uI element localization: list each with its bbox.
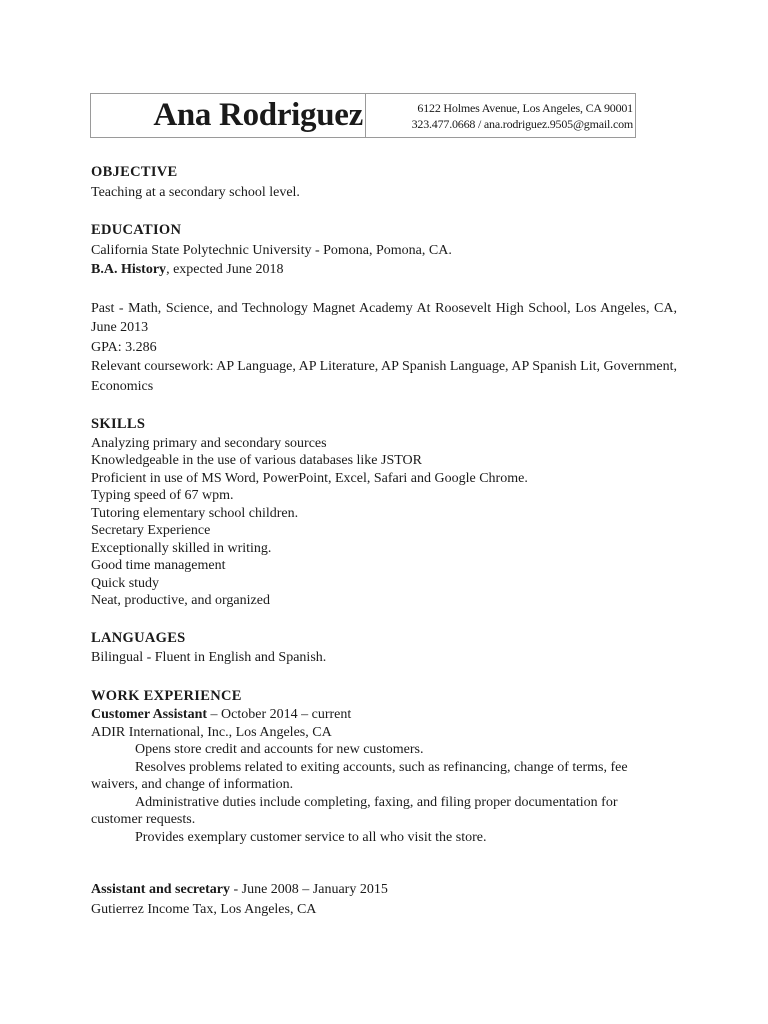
job-company: Gutierrez Income Tax, Los Angeles, CA (91, 901, 317, 917)
job-duty: Provides exemplary customer service to all who visit the store. (135, 829, 487, 845)
languages-text: Bilingual - Fluent in English and Spanish. (91, 650, 327, 665)
job-company: ADIR International, Inc., Los Angeles, CA (91, 724, 332, 740)
candidate-name: Ana Rodriguez (153, 97, 363, 133)
education-past: Past - Math, Science, and Technology Magnet Academy At Roosevelt High School, Los Angeles, CA, June 2013 (91, 300, 677, 335)
skill-item: Analyzing primary and secondary sources (91, 435, 327, 451)
job-duty: Administrative duties include completing, faxing, and filing proper documentation for (135, 794, 618, 810)
skill-item: Typing speed of 67 wpm. (91, 488, 234, 503)
degree-name: B.A. History (91, 262, 167, 277)
education-school: California State Polytechnic University - Pomona, Pomona, CA. (91, 242, 452, 258)
contact-cell (366, 94, 635, 137)
resume-header (90, 93, 636, 138)
skill-item: Good time management (91, 558, 226, 573)
degree-date: , expected June 2018 (166, 262, 284, 277)
job-title-line (91, 706, 677, 724)
job-duty: Resolves problems related to exiting accounts, such as refinancing, change of terms, fee (135, 759, 628, 775)
education-coursework: Relevant coursework: AP Language, AP Literature, AP Spanish Language, AP Spanish Lit, Government, Economics (91, 359, 677, 394)
job-duty-continued: waivers, and change of information. (91, 777, 294, 792)
languages-heading: LANGUAGES (91, 629, 186, 646)
address-line: 6122 Holmes Avenue, Los Angeles, CA 90001 (417, 100, 633, 115)
work-heading: WORK EXPERIENCE (91, 687, 242, 704)
job-dates: – October 2014 – current (207, 707, 352, 722)
job-duty-continued: customer requests. (91, 812, 196, 827)
skill-item: Secretary Experience (91, 523, 211, 538)
job-entry (91, 880, 677, 919)
contact-line: 323.477.0668 / ana.rodriguez.9505@gmail.com (411, 116, 633, 131)
education-heading: EDUCATION (91, 222, 182, 238)
skill-item: Quick study (91, 575, 160, 591)
skill-item: Exceptionally skilled in writing. (91, 540, 272, 556)
skills-list (91, 435, 677, 610)
job-dates: - June 2008 – January 2015 (229, 882, 388, 897)
objective-heading: OBJECTIVE (91, 164, 178, 180)
job-duty: Opens store credit and accounts for new customers. (135, 742, 424, 757)
resume-body (91, 163, 677, 919)
skill-item: Tutoring elementary school children. (91, 505, 299, 521)
skill-item: Proficient in use of MS Word, PowerPoint, Excel, Safari and Google Chrome. (91, 470, 528, 486)
skills-heading: SKILLS (91, 416, 146, 432)
skill-item: Neat, productive, and organized (91, 593, 270, 608)
job-title-line (91, 880, 677, 900)
education-gpa: GPA: 3.286 (91, 339, 157, 355)
job-entry (91, 706, 677, 846)
education-degree-line (91, 260, 677, 280)
name-cell (91, 94, 366, 137)
job-role: Customer Assistant (91, 707, 208, 722)
skill-item: Knowledgeable in the use of various databases like JSTOR (91, 453, 423, 468)
objective-text: Teaching at a secondary school level. (91, 184, 300, 200)
job-role: Assistant and secretary (91, 882, 230, 897)
